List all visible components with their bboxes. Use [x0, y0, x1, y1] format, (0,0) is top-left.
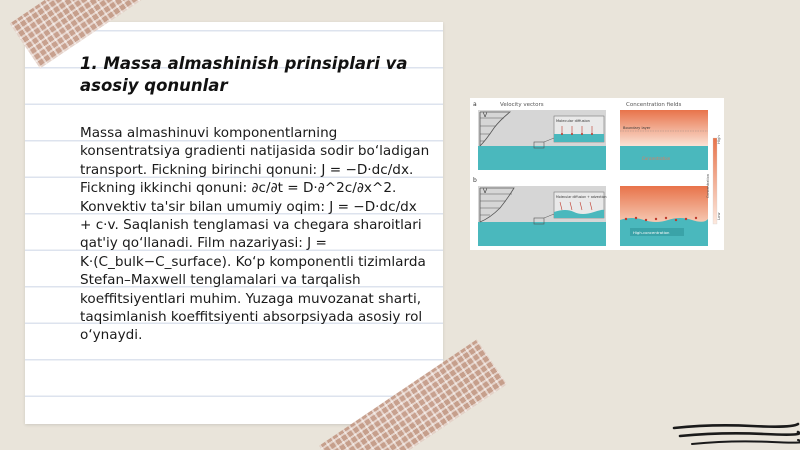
panel-b-velocity — [478, 186, 607, 246]
panel-b-letter: b — [473, 177, 477, 184]
velocity-label-b: V — [483, 188, 488, 195]
panel-b-concentration — [620, 186, 708, 246]
panel-a-letter: a — [473, 101, 477, 108]
scribble-decoration — [672, 418, 800, 450]
header-velocity: Velocity vectors — [500, 102, 544, 108]
conc-label-a: Concentration — [642, 156, 671, 161]
inset-b-label: Molecular diffusion + advection — [556, 195, 607, 199]
mass-transfer-figure — [470, 98, 724, 250]
slide-body-text: Massa almashinuvi komponentlarning konsentratsiya gradienti natijasida sodir bo‘ladigan transport. Fickning birinchi qonuni: J = −D·dc/dx. Fickning ikkinchi qonuni: ∂c/∂t = D·∂^2c/∂x^2. Konvektiv ta'sir bilan umumiy oqim: J = −D·dc/dx + c·v. Saqlanish tenglamasi va chegara sharoitlari qat'iy qo‘llanadi. Film nazariyasi: J = K·(C_bulk−C_surface). Ko‘p komponentli tizimlarda Stefan–Maxwell tenglamalari va tarqalish koeffitsiyentlari muhim. Yuzaga muvozanat sharti, taqsimlanish koeffitsiyenti absorpsiyada asosiy rol o‘ynaydi. — [80, 125, 430, 344]
panel-a-concentration — [620, 110, 708, 170]
slide-title: 1. Massa almashinish prinsiplari va asosiy qonunlar — [80, 54, 408, 95]
inset-a-label: Molecular diffusion — [556, 119, 590, 123]
conc-label-b: High-concentration — [633, 230, 670, 235]
figure-svg — [470, 98, 724, 250]
boundary-layer-label: Boundary layer — [623, 126, 651, 130]
velocity-label-a: V — [483, 112, 488, 119]
concentration-scale — [706, 135, 721, 224]
header-concentration: Concentration fields — [626, 102, 682, 108]
panel-a-velocity — [478, 110, 606, 170]
scale-low-label: Low — [716, 212, 721, 220]
scale-high-label: High — [716, 135, 721, 144]
scale-title-label: Concentration — [706, 174, 710, 198]
